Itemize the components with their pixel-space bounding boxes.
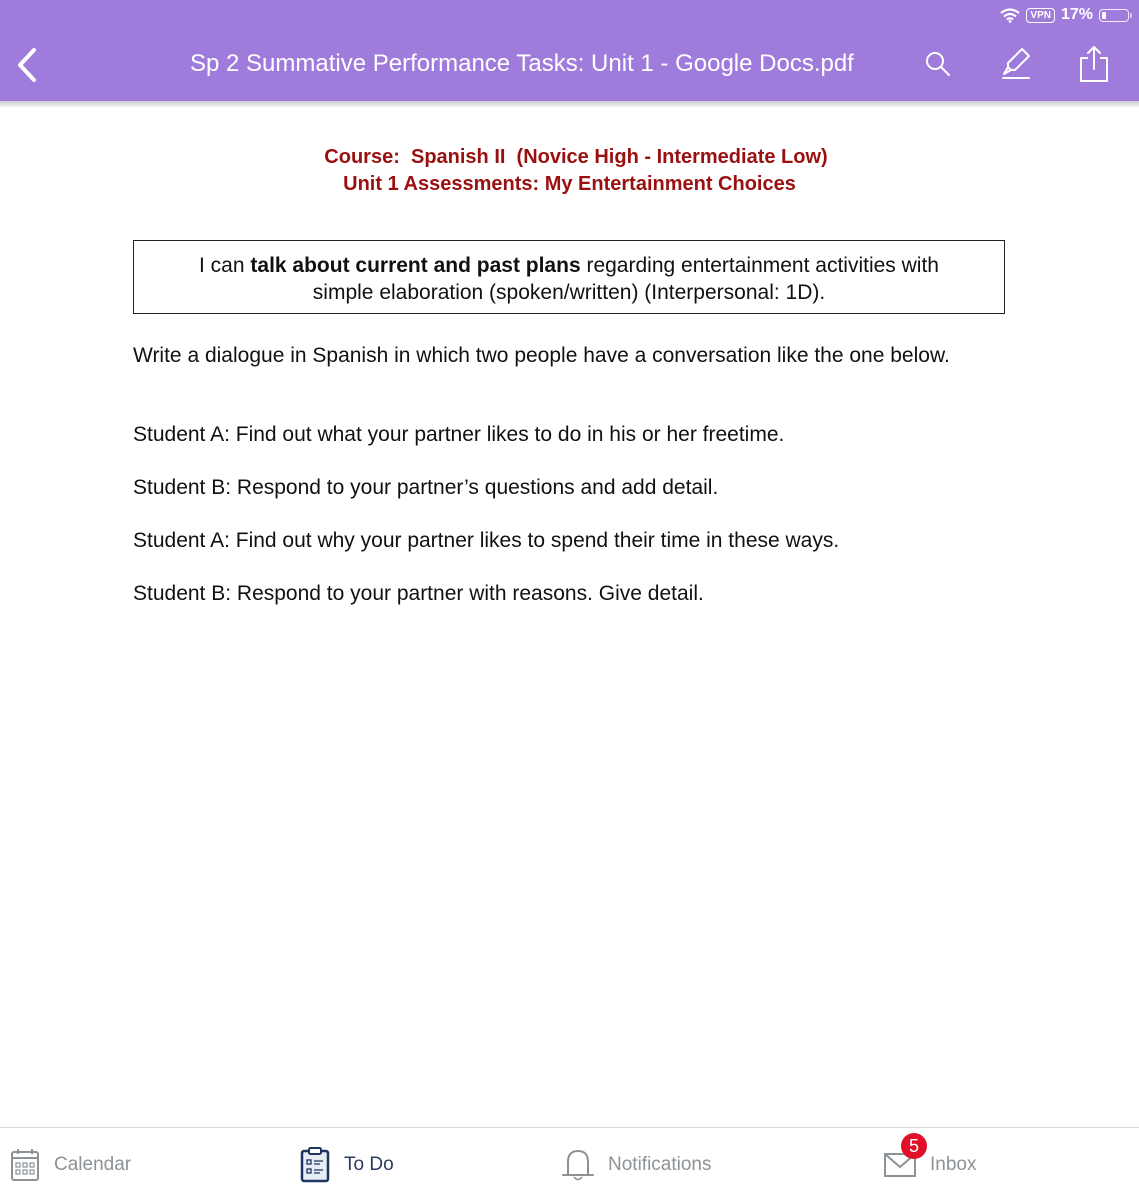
course-line: Course: Spanish II (Novice High - Intermediate Low) [324,146,828,168]
search-button[interactable] [924,50,952,83]
todo-clipboard-icon [300,1147,330,1183]
tab-label: Calendar [54,1154,132,1175]
objective-suffix: regarding entertainment activities with [580,254,939,277]
dialogue-item: Student A: Find out why your partner likes to spend their time in these ways. [133,529,840,552]
share-button[interactable] [1077,44,1111,89]
wifi-icon [1000,8,1020,23]
highlighter-icon [1000,46,1034,82]
course-heading [0,144,1139,198]
status-bar [1000,4,1129,26]
inbox-unread-badge: 5 [901,1133,927,1159]
tab-label: Notifications [608,1154,712,1175]
dialogue-item: Student A: Find out what your partner likes to do in his or her freetime. [133,423,785,446]
objective-prefix: I can [199,254,251,277]
document-title: Sp 2 Summative Performance Tasks: Unit 1 - Google Docs.pdf [190,50,854,77]
unit-line: Unit 1 Assessments: My Entertainment Choices [343,173,796,195]
battery-percent: 17% [1060,6,1093,23]
learning-objective-box [133,240,1005,314]
chevron-left-icon [12,46,42,84]
bottom-tab-bar [0,1127,1139,1201]
tab-notifications[interactable] [562,1146,712,1184]
back-button[interactable] [12,46,42,84]
header-bar [0,0,1139,101]
highlight-button[interactable] [1000,46,1034,87]
battery-icon [1099,9,1129,22]
bell-icon [562,1147,594,1183]
vpn-indicator: VPN [1026,8,1055,23]
objective-line-2: simple elaboration (spoken/written) (Interpersonal: 1D). [312,281,826,304]
search-icon [924,50,952,78]
tab-inbox[interactable] [884,1146,976,1184]
header-divider [0,101,1139,107]
tab-label: To Do [344,1154,394,1175]
dialogue-item: Student B: Respond to your partner’s questions and add detail. [133,476,719,499]
tab-label: Inbox [930,1154,977,1175]
dialogue-item: Student B: Respond to your partner with reasons. Give detail. [133,582,704,605]
tab-calendar[interactable] [10,1146,131,1184]
tab-todo[interactable] [300,1146,394,1184]
objective-bold: talk about current and past plans [250,254,581,277]
objective-line-1 [134,252,1004,279]
share-icon [1077,44,1111,84]
calendar-icon [10,1148,40,1182]
instructions: Write a dialogue in Spanish in which two people have a conversation like the one below. [133,344,950,367]
